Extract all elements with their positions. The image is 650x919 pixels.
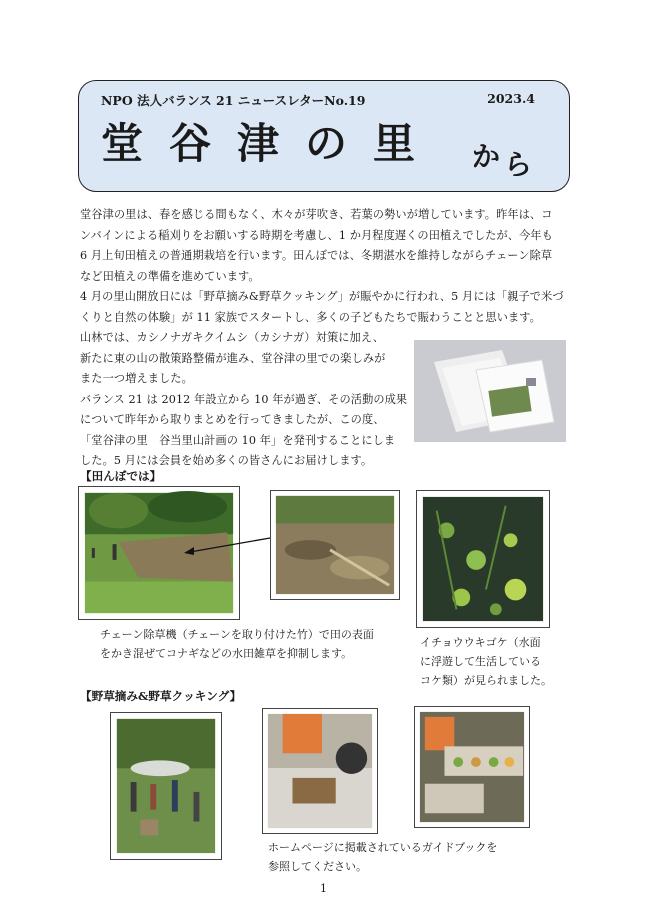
intro-paragraph bbox=[80, 205, 564, 328]
caption-line: に浮遊して生活している bbox=[420, 655, 541, 668]
forest-gathering-photo bbox=[110, 712, 222, 860]
forest-paragraph bbox=[80, 328, 407, 472]
guidebook-photo bbox=[414, 340, 566, 442]
title-tail-ra: ら bbox=[504, 148, 533, 181]
weeding-caption bbox=[100, 625, 374, 663]
masthead bbox=[78, 80, 570, 192]
forest-line: した。5 月には会員を始め多くの皆さんにお届けします。 bbox=[80, 454, 373, 467]
cooking-photo bbox=[262, 708, 378, 834]
newsletter-org-line: NPO 法人バランス 21 ニュースレターNo.19 bbox=[101, 93, 366, 108]
arrow-icon bbox=[180, 535, 272, 557]
forest-line: また一つ増えました。 bbox=[80, 372, 193, 385]
newsletter-title-tail bbox=[472, 135, 533, 181]
intro-line: 堂谷津の里は、春を感じる間もなく、木々が芽吹き、若葉の勢いが増しています。昨年は、コ bbox=[80, 208, 553, 221]
forest-line: 「堂谷津の里 谷当里山計画の 10 年」を発刊することにしま bbox=[80, 433, 396, 447]
wild-plant-heading: 【野草摘み&野草クッキング】 bbox=[80, 689, 242, 703]
intro-line: くりと自然の体験」が 11 家族でスタートし、多くの子どもたちで賑わうことと思います。 bbox=[80, 310, 541, 324]
issue-date: 2023.4 bbox=[487, 91, 535, 106]
caption-line: ホームページに掲載されているガイドブックを bbox=[268, 841, 498, 854]
forest-line: 山林では、カシノナガキクイムシ（カシナガ）対策に加え、 bbox=[80, 331, 385, 344]
forest-line: 新たに東の山の散策路整備が進み、堂谷津の里での楽しみが bbox=[80, 351, 386, 365]
newsletter-title: 堂谷津の里 bbox=[101, 119, 442, 168]
dishes-photo bbox=[414, 706, 530, 828]
caption-line: コケ類）が見られました。 bbox=[420, 674, 552, 687]
title-tail-ka: か bbox=[472, 140, 501, 173]
forest-line: バランス 21 は 2012 年設立から 10 年が過ぎ、その活動の成果 bbox=[80, 392, 408, 406]
intro-line: など田植えの準備を進めています。 bbox=[80, 269, 260, 283]
guidebook-caption bbox=[268, 838, 497, 876]
moss-caption bbox=[420, 633, 552, 690]
page-number: 1 bbox=[320, 882, 327, 895]
intro-line: ンバインによる稲刈りをお願いする時期を考慮し、1 か月程度遅くの田植えでしたが、今年も bbox=[80, 228, 553, 242]
floating-moss-photo bbox=[416, 490, 550, 628]
forest-line: について昨年から取りまとめを行ってきましたが、この度、 bbox=[80, 413, 385, 426]
field-surface-photo bbox=[270, 490, 400, 600]
intro-line: 6 月上旬田植えの普通期栽培を行います。田んぼでは、冬期湛水を維持しながらチェーン除草 bbox=[80, 249, 553, 262]
caption-line: チェーン除草機（チェーンを取り付けた竹）で田の表面 bbox=[100, 628, 374, 641]
caption-line: 参照してください。 bbox=[268, 860, 367, 873]
rice-field-heading: 【田んぼでは】 bbox=[80, 469, 162, 483]
intro-line: 4 月の里山開放日には「野草摘み&野草クッキング」が賑やかに行われ、5 月には「親子で米づ bbox=[80, 290, 564, 303]
caption-line: をかき混ぜてコナギなどの水田雑草を抑制します。 bbox=[100, 647, 353, 660]
caption-line: イチョウウキゴケ（水面 bbox=[420, 636, 541, 649]
